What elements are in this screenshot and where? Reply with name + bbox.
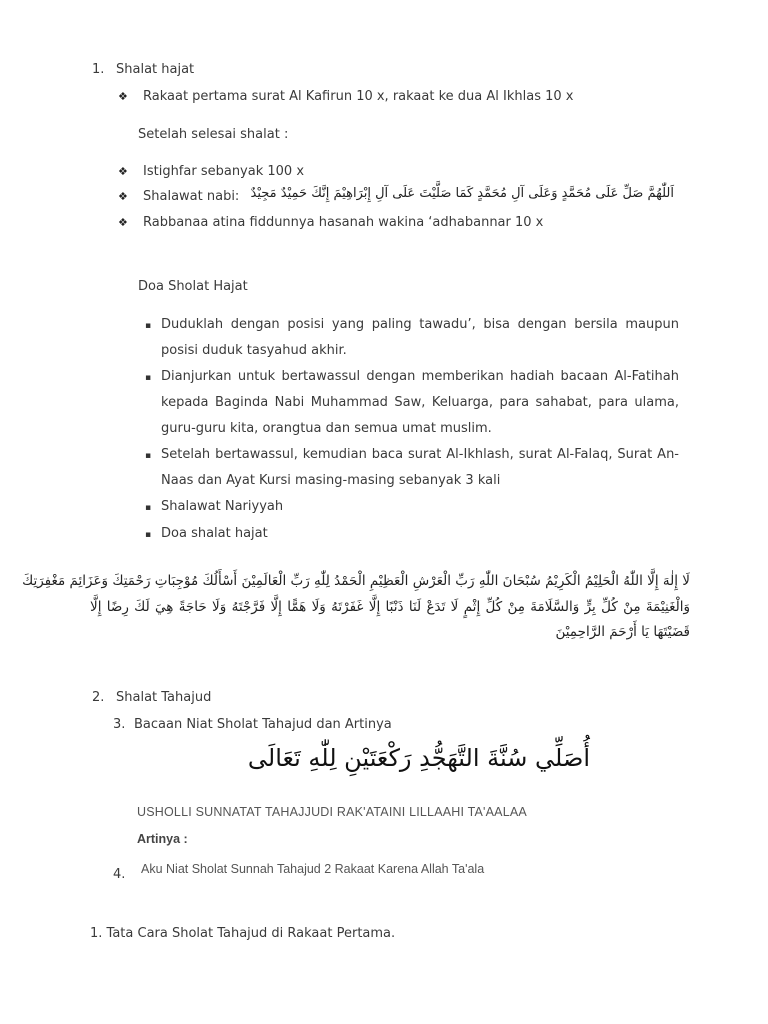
square-bullet-icon: ▪ — [145, 503, 152, 513]
sub3-text: Bacaan Niat Sholat Tahajud dan Artinya — [134, 717, 392, 732]
tata-cara-item: 1. Tata Cara Sholat Tahajud di Rakaat Pertama. — [90, 926, 396, 941]
after-prayer-label: Setelah selesai shalat : — [138, 127, 289, 142]
niat-meaning: Aku Niat Sholat Sunnah Tahajud 2 Rakaat Karena Allah Ta'ala — [141, 862, 485, 876]
section2-number: 2. — [92, 690, 105, 705]
doa-item-2: Dianjurkan untuk bertawassul dengan memberikan hadiah bacaan Al-Fatihah kepada Baginda Nabi Muhammad Saw, Keluarga, para sahabat, para ulama, guru-guru kita, orangtua dan semua umat muslim. — [161, 369, 679, 436]
doa-arabic-line-2: وَالْغَنِيْمَةَ مِنْ كُلِّ بِرٍّ وَالسَّلَامَةَ مِنْ كُلِّ إِثْمٍ لَا تَدَعْ لَنَا ذَنْبًا إِلَّا غَفَرْتَهُ وَلَا هَمًّا إِلَّا فَرَّجْتَهُ وَلَا حَاجَةً هِيَ لَكَ رِضًا إِلَّا — [90, 599, 690, 615]
doa-arabic-line-1: لَا إِلٰهَ إِلَّا اللّٰهُ الْحَلِيْمُ الْكَرِيْمُ سُبْحَانَ اللّٰهِ رَبِّ الْعَرْشِ الْعَظِيْمِ الْحَمْدُ لِلّٰهِ رَبِّ الْعَالَمِيْنَ أَسْأَلُكَ مُوْجِبَاتِ رَحْمَتِكَ وَعَزَائِمَ مَغْفِرَتِكَ — [22, 573, 690, 589]
doa-item-4: Shalawat Nariyyah — [161, 499, 284, 514]
square-bullet-icon: ▪ — [145, 373, 152, 383]
bullet-shalawat-label: Shalawat nabi: — [143, 189, 240, 204]
sub3-number: 3. — [113, 717, 126, 732]
square-bullet-icon: ▪ — [145, 530, 152, 540]
diamond-bullet-icon: ❖ — [118, 165, 128, 178]
section2-title: Shalat Tahajud — [116, 690, 212, 705]
section1-number: 1. — [92, 62, 105, 77]
square-bullet-icon: ▪ — [145, 321, 152, 331]
doa-item-1: Duduklah dengan posisi yang paling tawadu’, bisa dengan bersila maupun posisi duduk tasyahud akhir. — [161, 317, 679, 358]
diamond-bullet-icon: ❖ — [118, 90, 128, 103]
shalawat-arabic: اَللّٰهُمَّ صَلِّ عَلَى مُحَمَّدٍ وَعَلَى آلِ مُحَمَّدٍ كَمَا صَلَّيْتَ عَلَى آلِ إِبْرَاهِيْمَ إِنَّكَ حَمِيْدٌ مَجِيْدٌ — [250, 186, 674, 201]
doa-heading: Doa Sholat Hajat — [138, 279, 248, 294]
section1-title: Shalat hajat — [116, 62, 195, 77]
diamond-bullet-icon: ❖ — [118, 216, 128, 229]
diamond-bullet-icon: ❖ — [118, 190, 128, 203]
bullet-rabbanaa: Rabbanaa atina fiddunnya hasanah wakina ‘adhabannar 10 x — [143, 215, 544, 230]
bullet-rakaat: Rakaat pertama surat Al Kafirun 10 x, rakaat ke dua Al Ikhlas 10 x — [143, 89, 574, 104]
sub4-number: 4. — [113, 867, 126, 882]
niat-transliteration: USHOLLI SUNNATAT TAHAJJUDI RAK'ATAINI LILLAAHI TA'AALAA — [137, 805, 527, 819]
artinya-label: Artinya : — [137, 832, 188, 846]
doa-item-3: Setelah bertawassul, kemudian baca surat Al-Ikhlash, surat Al-Falaq, Surat An-Naas dan Ayat Kursi masing-masing sebanyak 3 kali — [161, 447, 679, 488]
bullet-istighfar: Istighfar sebanyak 100 x — [143, 164, 305, 179]
square-bullet-icon: ▪ — [145, 451, 152, 461]
doa-item-5: Doa shalat hajat — [161, 526, 268, 541]
niat-calligraphy: أُصَلِّي سُنَّةَ التَّهَجُّدِ رَكْعَتَيْنِ لِلّٰهِ تَعَالَى — [247, 744, 590, 772]
doa-arabic-line-3: قَضَيْتَهَا يَا أَرْحَمَ الرَّاحِمِيْنَ — [555, 624, 690, 640]
